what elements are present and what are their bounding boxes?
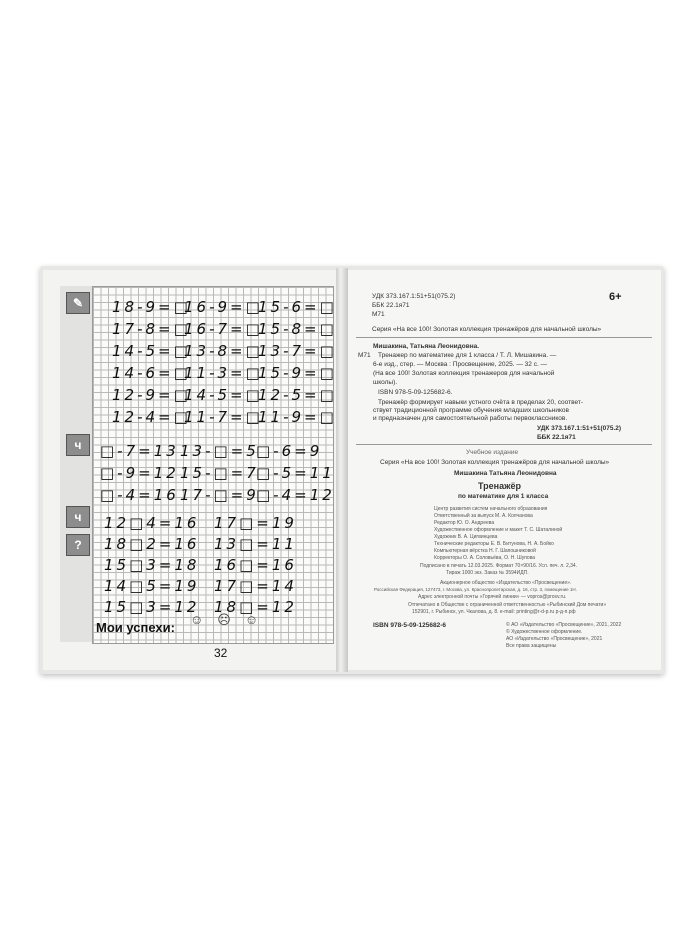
exercise: 14□5=19	[104, 577, 200, 595]
exercise: 15-6=□	[258, 298, 337, 316]
print-info: Подписано в печать 12.03.2025. Формат 70×90/16. Усл. печ. л. 2,34.	[420, 563, 578, 569]
exercise: 16-9=□	[184, 298, 263, 316]
exercise: 12-9=□	[112, 386, 191, 404]
exercise: 13-7=□	[258, 342, 337, 360]
exercise: 13□=11	[214, 535, 297, 553]
abstract-line: Тренажёр формирует навыки устного счёта в пределах 20, соответ-	[378, 399, 584, 406]
desc-line: 6-е изд., стер. — Москва : Просвещение, 2025. — 32 с. —	[373, 361, 548, 368]
exercise: 12-5=□	[258, 386, 337, 404]
side-label-3: ?	[66, 534, 90, 556]
book-spine	[336, 268, 348, 672]
m71-top: М71	[372, 311, 385, 318]
exercise: 15-8=□	[258, 320, 337, 338]
age-rating: 6+	[609, 291, 622, 303]
publisher-line: Российская Федерация, 127473, г. Москва, ул. Краснопролетарская, д. 16, стр. 3, помещение 1Н.	[374, 587, 577, 592]
exercise: 15□3=12	[104, 598, 200, 616]
publisher-line: Адрес электронной почты «Горячей линии» — vopros@prosv.ru.	[418, 594, 567, 600]
catalog-code: М71	[358, 352, 371, 359]
exercise: 15□3=18	[104, 556, 200, 574]
credit-line: Центр развития систем начального образования	[434, 506, 548, 512]
side-label-1: ч	[66, 434, 90, 456]
exercise: 12-4=□	[112, 408, 191, 426]
exercise: □-9=12	[100, 464, 179, 482]
side-label-2: ч	[66, 506, 90, 528]
exercise: 17□=14	[214, 577, 297, 595]
abstract-line: и предназначен для самостоятельной работы первоклассников.	[373, 415, 568, 422]
exercise: 14-5=□	[112, 342, 191, 360]
abstract-line: ствует традиционной программе обучения младших школьников	[373, 407, 569, 414]
credit-line: Редактор Ю. О. Андреева	[434, 520, 495, 526]
exercise: 17-8=□	[112, 320, 191, 338]
printed-line: Отпечатано в Обществе с ограниченной ответственностью «Рыбинский Дом печати»	[408, 602, 607, 608]
book-subtitle: по математике для 1 класса	[458, 493, 549, 500]
exercise: 15-□=7	[180, 464, 259, 482]
author-2: Мишакина Татьяна Леонидовна	[454, 470, 557, 477]
left-sidebar	[60, 286, 94, 642]
exercise: □-4=16	[100, 486, 179, 504]
exercise: 16□=16	[214, 556, 297, 574]
exercise: 11-7=□	[184, 408, 263, 426]
progress-label: Мои успехи:	[96, 620, 175, 635]
copyright-line: © АО «Издательство «Просвещение», 2021, 2022	[506, 622, 622, 628]
exercise: □-7=13	[100, 442, 179, 460]
isbn-bottom: ISBN 978-5-09-125682-6	[373, 622, 446, 629]
exercise: 11-3=□	[184, 364, 263, 382]
exercise: 17-□=9	[180, 486, 259, 504]
credit-line: Художественное оформление и макет Т. С. Шаталиной	[434, 527, 563, 533]
pencil-icon: ✎	[66, 292, 90, 314]
author-name: Мишакина, Татьяна Леонидовна.	[373, 343, 480, 350]
exercise: 14-6=□	[112, 364, 191, 382]
exercise: 18□=12	[214, 598, 297, 616]
exercise: 18□2=16	[104, 535, 200, 553]
desc-line: Тренажер по математике для 1 класса / Т. Л. Мишакина. —	[378, 352, 557, 359]
exercise: 12□4=16	[104, 514, 200, 532]
copyright-line: АО «Издательство «Просвещение», 2021	[506, 636, 603, 642]
copyright-line: © Художественное оформление.	[506, 629, 583, 635]
bbk-bottom: ББК 22.1я71	[537, 434, 576, 441]
exercise: 18-9=□	[112, 298, 191, 316]
udk-top: УДК 373.167.1:51+51(075.2)	[372, 293, 456, 300]
exercise: 15-9=□	[258, 364, 337, 382]
exercise: 16-7=□	[184, 320, 263, 338]
bbk-top: ББК 22.1я71	[372, 302, 410, 309]
exercise: 13-□=5	[180, 442, 259, 460]
desc-line: школы).	[373, 379, 398, 386]
exercise: □-6=9	[256, 442, 323, 460]
copyright-line: Все права защищены	[506, 643, 557, 649]
credit-line: Ответственный за выпуск М. А. Колчанова	[434, 513, 533, 519]
exercise: 17□=19	[214, 514, 297, 532]
page-number: 32	[214, 646, 228, 660]
edition-label: Учебное издание	[466, 449, 519, 456]
desc-line: (На все 100! Золотая коллекция тренажеров для начальной	[373, 370, 555, 377]
exercise: 11-9=□	[258, 408, 337, 426]
divider	[356, 337, 652, 338]
isbn-line: ISBN 978-5-09-125682-6.	[378, 389, 453, 396]
credit-line: Корректоры О. А. Соловьёва, О. Н. Шупова	[434, 555, 536, 561]
exercise: □-5=11	[256, 464, 335, 482]
series-line: Серия «На все 100! Золотая коллекция тренажёров для начальной школы»	[372, 326, 602, 333]
credit-line: Художник В. А. Цигвинцева	[434, 534, 498, 540]
exercise: □-4=12	[256, 486, 335, 504]
smiley-faces-icon: ☺☹☺	[190, 612, 273, 627]
publisher-line: Акционерное общество «Издательство «Просвещение».	[440, 580, 572, 586]
print-info: Тираж 1000 экз. Заказ № 3594ИДП.	[446, 570, 529, 576]
book-title: Тренажёр	[478, 481, 521, 491]
divider	[356, 444, 652, 445]
printed-line: 152901, г. Рыбинск, ул. Чкалова, д. 8. e-mail: printing@r-d-p.ru р-д-п.рф	[412, 609, 576, 615]
credit-line: Компьютерная вёрстка Н. Г. Шапошниковой	[434, 548, 536, 554]
credit-line: Технические редакторы Е. В. Битунова, Н. А. Бойко	[434, 541, 554, 547]
series-line-2: Серия «На все 100! Золотая коллекция тренажёров для начальной школы»	[380, 459, 610, 466]
udk-bottom: УДК 373.167.1:51+51(075.2)	[537, 425, 622, 432]
exercise: 13-8=□	[184, 342, 263, 360]
exercise: 14-5=□	[184, 386, 263, 404]
